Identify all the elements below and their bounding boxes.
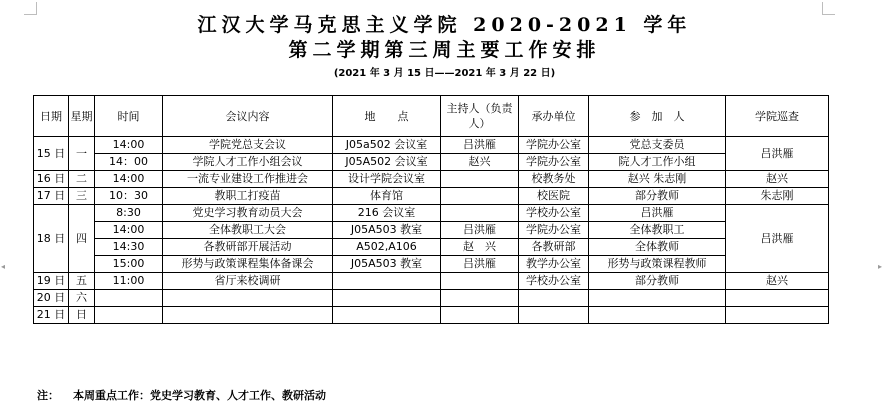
header-inspection: 学院巡查 <box>726 96 829 137</box>
header-host: 主持人（负责人） <box>441 96 519 137</box>
cell-date: 21 日 <box>34 307 69 324</box>
cell-time: 14:30 <box>95 239 163 256</box>
cell-location: J05A503 教室 <box>333 256 441 273</box>
cell-weekday: 日 <box>69 307 95 324</box>
cell-unit: 各教研部 <box>519 239 589 256</box>
cell-unit <box>519 307 589 324</box>
table-row <box>34 137 829 154</box>
table-row <box>34 205 829 222</box>
document-title: 江汉大学马克思主义学院 2020-2021 学年 <box>197 14 692 36</box>
footnote <box>37 387 326 403</box>
cell-inspection: 赵兴 <box>726 171 829 188</box>
cell-inspection: 赵兴 <box>726 273 829 290</box>
cell-date: 18 日 <box>34 205 69 273</box>
table-row <box>34 239 829 256</box>
cell-inspection <box>726 307 829 324</box>
cell-weekday: 一 <box>69 137 95 171</box>
cell-content: 党史学习教育动员大会 <box>163 205 333 222</box>
cell-content <box>163 290 333 307</box>
cell-location: A502,A106 <box>333 239 441 256</box>
cell-participants: 形势与政策课程教师 <box>589 256 726 273</box>
cell-weekday: 二 <box>69 171 95 188</box>
cell-content: 一流专业建设工作推进会 <box>163 171 333 188</box>
schedule-table <box>33 95 829 324</box>
cell-content: 省厅来校调研 <box>163 273 333 290</box>
cell-location: 体育馆 <box>333 188 441 205</box>
schedule-body <box>34 137 829 324</box>
cell-unit: 学院办公室 <box>519 154 589 171</box>
cell-location: 设计学院会议室 <box>333 171 441 188</box>
cell-weekday: 三 <box>69 188 95 205</box>
table-row <box>34 273 829 290</box>
cell-unit: 教学办公室 <box>519 256 589 273</box>
date-range-subtitle: (2021 年 3 月 15 日——2021 年 3 月 22 日) <box>333 68 556 79</box>
cell-location <box>333 307 441 324</box>
cell-unit <box>519 290 589 307</box>
header-time: 时间 <box>95 96 163 137</box>
cell-content: 各教研部开展活动 <box>163 239 333 256</box>
cell-weekday: 五 <box>69 273 95 290</box>
table-row <box>34 222 829 239</box>
cell-time <box>95 307 163 324</box>
header-participants: 参 加 人 <box>589 96 726 137</box>
cell-time: 14：00 <box>95 154 163 171</box>
cell-time: 14:00 <box>95 222 163 239</box>
cell-host <box>441 307 519 324</box>
cell-content: 学院人才工作小组会议 <box>163 154 333 171</box>
header-weekday: 星期 <box>69 96 95 137</box>
cell-location <box>333 290 441 307</box>
cell-participants: 赵兴 朱志刚 <box>589 171 726 188</box>
cell-unit: 校教务处 <box>519 171 589 188</box>
cell-participants: 党总支委员 <box>589 137 726 154</box>
cell-content <box>163 307 333 324</box>
header-content: 会议内容 <box>163 96 333 137</box>
cell-host: 吕洪雁 <box>441 222 519 239</box>
cell-date: 16 日 <box>34 171 69 188</box>
cell-host: 吕洪雁 <box>441 256 519 273</box>
cell-host: 赵 兴 <box>441 239 519 256</box>
cell-date: 20 日 <box>34 290 69 307</box>
cell-participants: 全体教职工 <box>589 222 726 239</box>
cell-host <box>441 290 519 307</box>
cell-date: 17 日 <box>34 188 69 205</box>
cell-unit: 学校办公室 <box>519 273 589 290</box>
cell-time: 11:00 <box>95 273 163 290</box>
cell-weekday: 四 <box>69 205 95 273</box>
cell-participants: 吕洪雁 <box>589 205 726 222</box>
cell-content: 全体教职工大会 <box>163 222 333 239</box>
cell-time: 14:00 <box>95 171 163 188</box>
cell-time: 15:00 <box>95 256 163 273</box>
cell-inspection: 吕洪雁 <box>726 137 829 171</box>
cell-participants: 全体教师 <box>589 239 726 256</box>
footnote-label: 注： <box>37 389 59 402</box>
cell-location: J05A503 教室 <box>333 222 441 239</box>
cell-participants: 部分教师 <box>589 188 726 205</box>
table-row <box>34 256 829 273</box>
cell-participants: 院人才工作小组 <box>589 154 726 171</box>
cell-date: 15 日 <box>34 137 69 171</box>
table-row <box>34 188 829 205</box>
header-location: 地 点 <box>333 96 441 137</box>
table-row <box>34 171 829 188</box>
table-row <box>34 154 829 171</box>
cell-location <box>333 273 441 290</box>
cell-host: 赵兴 <box>441 154 519 171</box>
cell-participants: 部分教师 <box>589 273 726 290</box>
cell-inspection <box>726 290 829 307</box>
cell-host <box>441 273 519 290</box>
margin-arrow-right-icon: ▸ <box>878 262 883 271</box>
table-row <box>34 290 829 307</box>
cell-host <box>441 171 519 188</box>
cell-time: 8:30 <box>95 205 163 222</box>
margin-arrow-left-icon: ◂ <box>1 262 6 271</box>
cell-location: J05A502 会议室 <box>333 154 441 171</box>
cell-weekday: 六 <box>69 290 95 307</box>
table-header-row <box>34 96 829 137</box>
cell-unit: 学院办公室 <box>519 137 589 154</box>
cell-content: 形势与政策课程集体备课会 <box>163 256 333 273</box>
cell-participants <box>589 307 726 324</box>
cell-time: 14:00 <box>95 137 163 154</box>
cell-unit: 学院办公室 <box>519 222 589 239</box>
document-title-line2: 第二学期第三周主要工作安排 <box>288 39 601 61</box>
cell-location: J05a502 会议室 <box>333 137 441 154</box>
cell-date: 19 日 <box>34 273 69 290</box>
footnote-text: 本周重点工作：党史学习教育、人才工作、教研活动 <box>73 389 326 402</box>
cell-unit: 校医院 <box>519 188 589 205</box>
header-date: 日期 <box>34 96 69 137</box>
cell-inspection: 吕洪雁 <box>726 205 829 273</box>
cell-unit: 学校办公室 <box>519 205 589 222</box>
cell-time: 10：30 <box>95 188 163 205</box>
header-unit: 承办单位 <box>519 96 589 137</box>
cell-inspection: 朱志刚 <box>726 188 829 205</box>
cell-content: 教职工打疫苗 <box>163 188 333 205</box>
cell-host: 吕洪雁 <box>441 137 519 154</box>
cell-location: 216 会议室 <box>333 205 441 222</box>
table-row <box>34 307 829 324</box>
cell-content: 学院党总支会议 <box>163 137 333 154</box>
cell-time <box>95 290 163 307</box>
cell-host <box>441 188 519 205</box>
cell-host <box>441 205 519 222</box>
cell-participants <box>589 290 726 307</box>
